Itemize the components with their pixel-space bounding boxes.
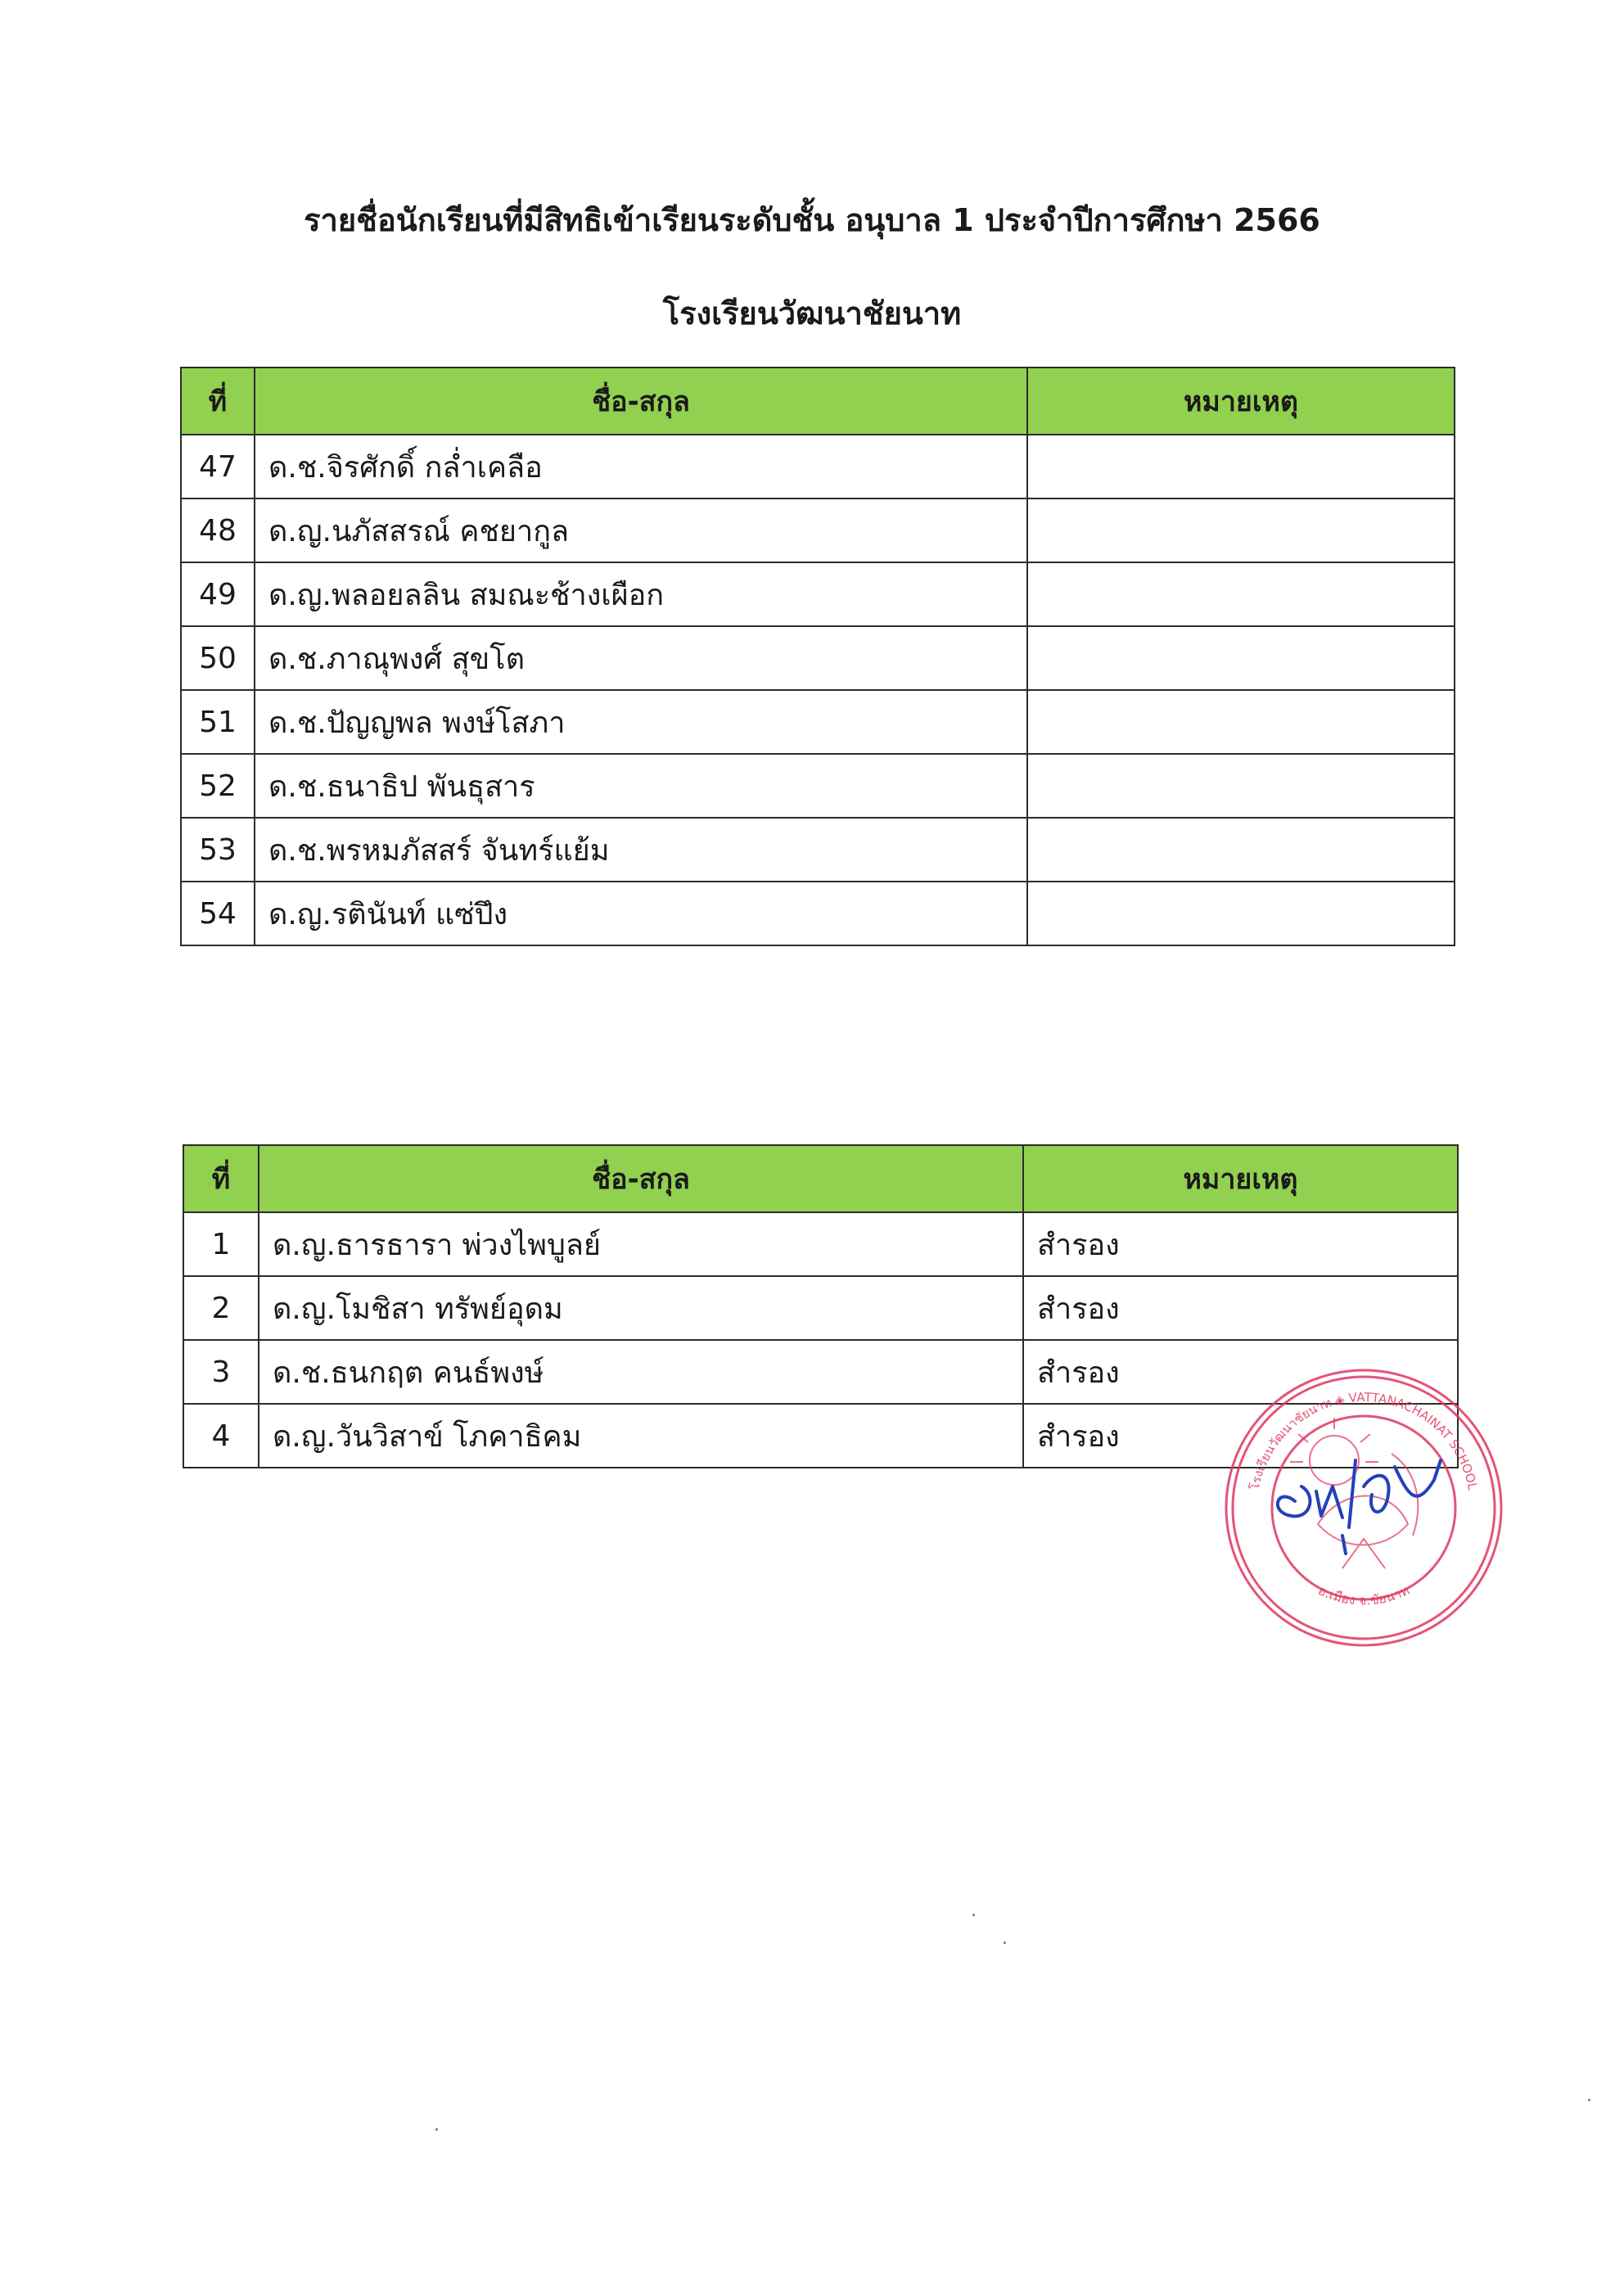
- table-row: [183, 1276, 1458, 1340]
- remark: [1027, 498, 1455, 562]
- student-name: ด.ช.ปัญญพล พงษ์โสภา: [255, 690, 1027, 754]
- scan-speck: [1588, 2099, 1590, 2101]
- column-header-name: ชื่อ-สกุล: [259, 1145, 1023, 1212]
- signature: [1278, 1460, 1441, 1554]
- row-number: 1: [183, 1212, 259, 1276]
- column-header-name: ชื่อ-สกุล: [255, 368, 1027, 435]
- page-title: รายชื่อนักเรียนที่มีสิทธิเข้าเรียนระดับชั้น อนุบาล 1 ประจำปีการศึกษา 2566: [304, 202, 1320, 238]
- row-number: 51: [181, 690, 255, 754]
- remark: [1027, 818, 1455, 882]
- table-row: [181, 435, 1455, 498]
- scan-speck: [1004, 1942, 1006, 1944]
- scan-speck: [435, 2128, 438, 2131]
- table-row: [181, 690, 1455, 754]
- student-name: ด.ญ.โมชิสา ทรัพย์อุดม: [259, 1276, 1023, 1340]
- row-number: 54: [181, 882, 255, 945]
- student-name: ด.ช.ภาณุพงศ์ สุขโต: [255, 626, 1027, 690]
- table-row: [181, 818, 1455, 882]
- remark: [1027, 754, 1455, 818]
- row-number: 3: [183, 1340, 259, 1404]
- remark: สำรอง: [1023, 1340, 1458, 1404]
- column-header-note: หมายเหตุ: [1023, 1145, 1458, 1212]
- remark: [1027, 562, 1455, 626]
- table-row: [181, 498, 1455, 562]
- row-number: 50: [181, 626, 255, 690]
- column-header-no: ที่: [181, 368, 255, 435]
- remark: สำรอง: [1023, 1212, 1458, 1276]
- remark: [1027, 626, 1455, 690]
- student-name: ด.ช.ธนกฤต คนธ์พงษ์: [259, 1340, 1023, 1404]
- table-row: [181, 754, 1455, 818]
- row-number: 48: [181, 498, 255, 562]
- remark: สำรอง: [1023, 1404, 1458, 1468]
- column-header-no: ที่: [183, 1145, 259, 1212]
- row-number: 4: [183, 1404, 259, 1468]
- student-name: ด.ช.จิรศักดิ์ กล่ำเคลือ: [255, 435, 1027, 498]
- student-name: ด.ช.พรหมภัสสร์ จันทร์แย้ม: [255, 818, 1027, 882]
- table-row: [181, 562, 1455, 626]
- row-number: 52: [181, 754, 255, 818]
- student-name: ด.ช.ธนาธิป พันธุสาร: [255, 754, 1027, 818]
- student-name: ด.ญ.วันวิสาข์ โภคาธิคม: [259, 1404, 1023, 1468]
- table-header-row: [181, 368, 1455, 435]
- table-row: [181, 882, 1455, 945]
- scan-speck: [972, 1914, 975, 1916]
- table-row: [183, 1212, 1458, 1276]
- row-number: 49: [181, 562, 255, 626]
- remark: [1027, 690, 1455, 754]
- remark: [1027, 882, 1455, 945]
- seal-text-top: โรงเรียนวัฒนาชัยนาท ◈ VATTANACHAINAT SCHOOL: [1247, 1389, 1481, 1491]
- remark: [1027, 435, 1455, 498]
- column-header-note: หมายเหตุ: [1027, 368, 1455, 435]
- school-name: โรงเรียนวัฒนาชัยนาท: [662, 295, 962, 332]
- student-name: ด.ญ.ธารธารา พ่วงไพบูลย์: [259, 1212, 1023, 1276]
- student-name: ด.ญ.รตินันท์ แซ่ปึง: [255, 882, 1027, 945]
- table-row: [181, 626, 1455, 690]
- table-header-row: [183, 1145, 1458, 1212]
- row-number: 47: [181, 435, 255, 498]
- admitted-students-table: [180, 367, 1455, 946]
- remark: สำรอง: [1023, 1276, 1458, 1340]
- row-number: 53: [181, 818, 255, 882]
- student-name: ด.ญ.พลอยลลิน สมณะช้างเผือก: [255, 562, 1027, 626]
- seal-text-bottom: อ.เมือง จ.ชัยนาท: [1315, 1581, 1412, 1608]
- student-name: ด.ญ.นภัสสรณ์ คชยากูล: [255, 498, 1027, 562]
- row-number: 2: [183, 1276, 259, 1340]
- school-seal: [1220, 1364, 1508, 1652]
